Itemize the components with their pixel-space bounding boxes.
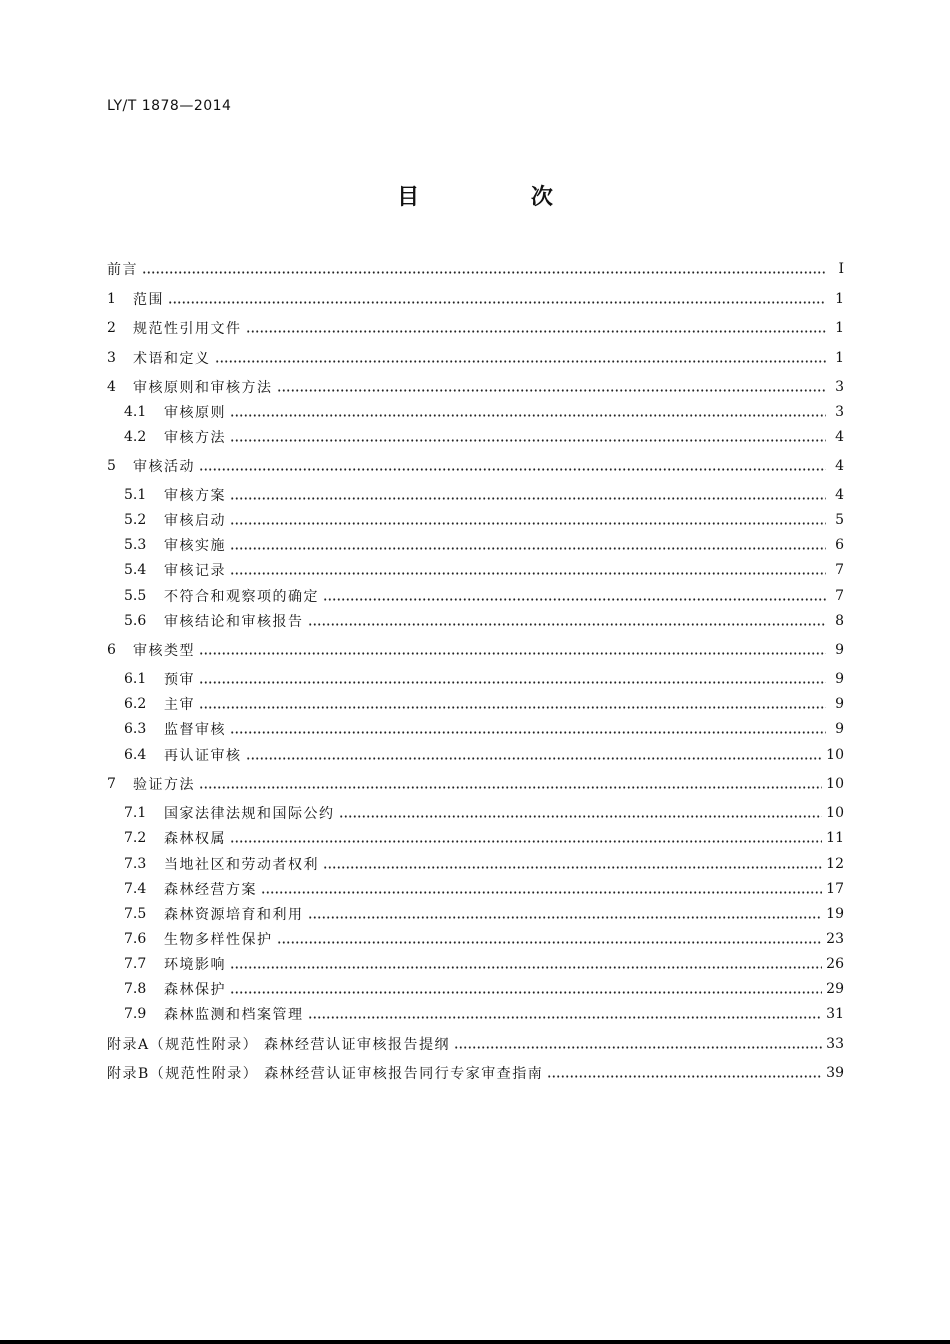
- toc-leader-dots: [230, 983, 822, 995]
- toc-leader-dots: [230, 958, 822, 970]
- toc-entry-page: 9: [835, 721, 844, 737]
- toc-entry[interactable]: [107, 376, 844, 398]
- toc-entry-page: 1: [835, 350, 844, 366]
- toc-entry[interactable]: [124, 878, 844, 900]
- toc-entry-label: 范围: [133, 292, 164, 308]
- toc-entry-number: 6.3: [124, 721, 147, 737]
- toc-leader-dots: [454, 1038, 822, 1050]
- toc-entry[interactable]: [107, 773, 844, 795]
- toc-entry-page: 4: [835, 487, 844, 503]
- toc-entry-label: 森林经营方案: [164, 882, 257, 898]
- toc-entry-label: 审核结论和审核报告: [164, 614, 304, 630]
- toc-entry-page: 9: [835, 696, 844, 712]
- toc-entry-label: 前言: [107, 262, 138, 278]
- toc-leader-dots: [215, 352, 827, 364]
- toc-entry[interactable]: [124, 953, 844, 975]
- toc-entry-label: 国家法律法规和国际公约: [164, 806, 335, 822]
- toc-leader-dots: [261, 883, 822, 895]
- toc-entry-label: 生物多样性保护: [164, 932, 273, 948]
- toc-entry-label: 审核原则和审核方法: [133, 380, 273, 396]
- toc-leader-dots: [230, 832, 822, 844]
- toc-entry-label: 术语和定义: [133, 351, 211, 367]
- toc-entry-label: 附录A（规范性附录） 森林经营认证审核报告提纲: [107, 1037, 451, 1053]
- standard-code: LY/T 1878—2014: [107, 98, 232, 114]
- toc-leader-dots: [230, 723, 826, 735]
- toc-leader-dots: [323, 858, 822, 870]
- toc-entry-number: 7.7: [124, 956, 147, 972]
- toc-leader-dots: [230, 539, 826, 551]
- toc-entry[interactable]: [107, 347, 844, 369]
- toc-leader-dots: [547, 1067, 822, 1079]
- toc-entry-number: 7.6: [124, 931, 147, 947]
- toc-entry[interactable]: [124, 668, 844, 690]
- toc-entry-page: 33: [826, 1036, 844, 1052]
- toc-entry-number: 6: [107, 642, 116, 658]
- toc-entry-page: 39: [826, 1065, 844, 1081]
- toc-entry-number: 4.2: [124, 429, 147, 445]
- toc-entry-page: 17: [826, 881, 844, 897]
- toc-entry-page: 10: [826, 747, 844, 763]
- toc-entry-page: 10: [826, 805, 844, 821]
- toc-entry-number: 5.2: [124, 512, 147, 528]
- toc-entry-number: 7.5: [124, 906, 147, 922]
- toc-entry[interactable]: [107, 317, 844, 339]
- toc-leader-dots: [168, 293, 826, 305]
- toc-entry[interactable]: [107, 455, 844, 477]
- toc-entry-page: 3: [835, 379, 844, 395]
- toc-entry[interactable]: [124, 853, 844, 875]
- toc-entry-label: 预审: [164, 672, 195, 688]
- toc-entry-number: 4: [107, 379, 116, 395]
- toc-entry-label: 监督审核: [164, 722, 226, 738]
- toc-entry-page: 1: [835, 291, 844, 307]
- toc-leader-dots: [246, 322, 827, 334]
- toc-entry-label: 审核活动: [133, 459, 195, 475]
- toc-entry-label: 验证方法: [133, 777, 195, 793]
- toc-entry-number: 7.3: [124, 856, 147, 872]
- toc-leader-dots: [246, 749, 823, 761]
- toc-entry-number: 1: [107, 291, 116, 307]
- toc-entry-label: 森林权属: [164, 831, 226, 847]
- toc-entry-page: 6: [835, 537, 844, 553]
- toc-entry-page: 7: [835, 588, 844, 604]
- toc-entry-page: 26: [826, 956, 844, 972]
- toc-entry-number: 7.8: [124, 981, 147, 997]
- toc-entry-label: 森林资源培育和利用: [164, 907, 304, 923]
- toc-entry[interactable]: [124, 534, 844, 556]
- toc-entry-label: 环境影响: [164, 957, 226, 973]
- toc-entry[interactable]: [124, 718, 844, 740]
- toc-entry-page: 9: [835, 671, 844, 687]
- toc-entry-number: 3: [107, 350, 116, 366]
- toc-entry-page: 5: [835, 512, 844, 528]
- toc-leader-dots: [230, 489, 826, 501]
- toc-entry[interactable]: [107, 258, 844, 280]
- toc-entry-number: 5: [107, 458, 116, 474]
- toc-leader-dots: [230, 431, 826, 443]
- toc-leader-dots: [277, 933, 823, 945]
- toc-entry-label: 审核启动: [164, 513, 226, 529]
- toc-entry-page: 9: [835, 642, 844, 658]
- toc-entry-number: 6.1: [124, 671, 147, 687]
- toc-entry-page: Ⅰ: [838, 261, 844, 277]
- toc-entry-page: 31: [826, 1006, 844, 1022]
- toc-entry-label: 再认证审核: [164, 748, 242, 764]
- toc-entry-label: 森林保护: [164, 982, 226, 998]
- toc-entry-page: 8: [835, 613, 844, 629]
- toc-entry[interactable]: [124, 610, 844, 632]
- toc-entry-page: 1: [835, 320, 844, 336]
- toc-entry-label: 审核原则: [164, 405, 226, 421]
- toc-entry[interactable]: [124, 1003, 844, 1025]
- toc-leader-dots: [230, 406, 826, 418]
- toc-entry[interactable]: [124, 928, 844, 950]
- toc-leader-dots: [230, 514, 826, 526]
- toc-entry-number: 7.1: [124, 805, 147, 821]
- toc-entry-number: 4.1: [124, 404, 147, 420]
- toc-entry-page: 19: [826, 906, 844, 922]
- toc-entry-label: 审核方法: [164, 430, 226, 446]
- toc-entry[interactable]: [107, 639, 844, 661]
- toc-entry[interactable]: [124, 426, 844, 448]
- toc-entry-number: 7.9: [124, 1006, 147, 1022]
- toc-entry-number: 7: [107, 776, 116, 792]
- toc-entry[interactable]: [124, 827, 844, 849]
- toc-leader-dots: [339, 807, 823, 819]
- toc-leader-dots: [199, 673, 826, 685]
- toc-entry-page: 7: [835, 562, 844, 578]
- toc-entry-number: 2: [107, 320, 116, 336]
- toc-leader-dots: [199, 644, 826, 656]
- toc-entry[interactable]: [124, 401, 844, 423]
- toc-entry-number: 5.6: [124, 613, 147, 629]
- toc-entry-label: 主审: [164, 697, 195, 713]
- toc-entry-number: 5.3: [124, 537, 147, 553]
- toc-leader-dots: [277, 381, 827, 393]
- toc-entry-page: 23: [826, 931, 844, 947]
- toc-entry-page: 3: [835, 404, 844, 420]
- toc-entry-page: 4: [835, 429, 844, 445]
- toc-entry[interactable]: [124, 693, 844, 715]
- toc-entry-number: 7.4: [124, 881, 147, 897]
- bottom-rule: [0, 1340, 950, 1344]
- toc-entry-label: 森林监测和档案管理: [164, 1007, 304, 1023]
- toc-entry[interactable]: [107, 1033, 844, 1055]
- toc-leader-dots: [308, 615, 827, 627]
- toc-leader-dots: [199, 460, 826, 472]
- toc-leader-dots: [230, 564, 826, 576]
- toc-entry-page: 29: [826, 981, 844, 997]
- toc-entry-label: 规范性引用文件: [133, 321, 242, 337]
- toc-leader-dots: [199, 778, 822, 790]
- toc-leader-dots: [308, 908, 823, 920]
- toc-entry-number: 5.5: [124, 588, 147, 604]
- toc-entry[interactable]: [124, 903, 844, 925]
- toc-entry-label: 附录B（规范性附录） 森林经营认证审核报告同行专家审查指南: [107, 1066, 544, 1082]
- page-title: 目 次: [397, 185, 605, 210]
- toc-entry-label: 审核实施: [164, 538, 226, 554]
- toc-entry-page: 4: [835, 458, 844, 474]
- toc-entry-number: 5.1: [124, 487, 147, 503]
- toc-entry-label: 审核类型: [133, 643, 195, 659]
- toc-entry-label: 不符合和观察项的确定: [164, 589, 319, 605]
- toc-leader-dots: [199, 698, 826, 710]
- toc-entry-page: 12: [826, 856, 844, 872]
- toc-entry-label: 当地社区和劳动者权利: [164, 857, 319, 873]
- toc-entry-label: 审核方案: [164, 488, 226, 504]
- toc-entry[interactable]: [107, 288, 844, 310]
- toc-entry[interactable]: [124, 802, 844, 824]
- toc-entry[interactable]: [124, 484, 844, 506]
- toc-entry[interactable]: [107, 1062, 844, 1084]
- toc-leader-dots: [308, 1008, 823, 1020]
- toc-entry[interactable]: [124, 744, 844, 766]
- toc-leader-dots: [142, 263, 826, 275]
- toc-entry-number: 6.4: [124, 747, 147, 763]
- toc-entry-number: 7.2: [124, 830, 147, 846]
- toc-entry[interactable]: [124, 559, 844, 581]
- toc-entry-page: 11: [826, 830, 844, 846]
- toc-entry[interactable]: [124, 585, 844, 607]
- toc-entry-label: 审核记录: [164, 563, 226, 579]
- toc-leader-dots: [323, 590, 826, 602]
- toc-entry[interactable]: [124, 509, 844, 531]
- toc-entry-page: 10: [826, 776, 844, 792]
- toc-entry-number: 5.4: [124, 562, 147, 578]
- toc-entry[interactable]: [124, 978, 844, 1000]
- toc-entry-number: 6.2: [124, 696, 147, 712]
